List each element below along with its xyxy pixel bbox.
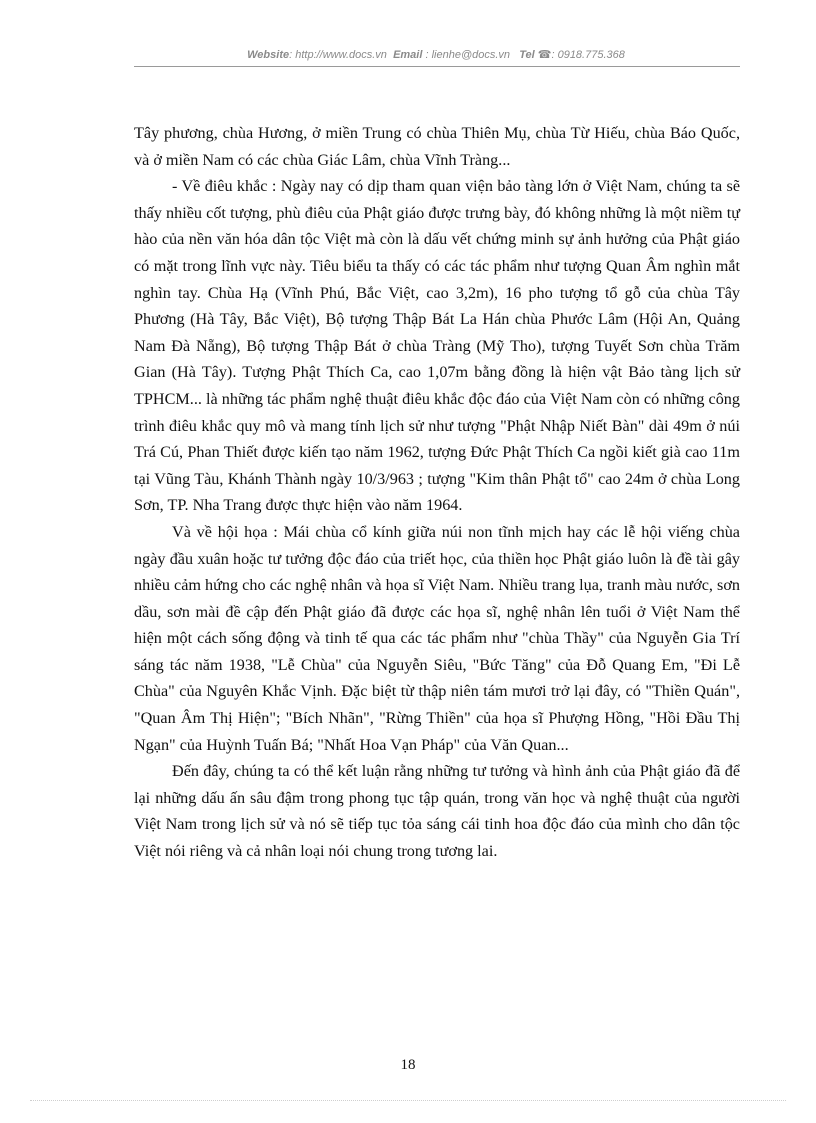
paragraph-continuation: Tây phương, chùa Hương, ở miền Trung có chùa Thiên Mụ, chùa Từ Hiếu, chùa Báo Quốc, và ở miền Nam có các chùa Giác Lâm, chùa Vĩnh Tràng... <box>134 124 740 169</box>
page-header <box>132 48 740 61</box>
tel-label: Tel <box>519 49 535 61</box>
body-text <box>134 120 740 865</box>
footer-divider <box>30 1100 786 1101</box>
phone-icon: ☎ <box>537 49 552 61</box>
email-label: Email <box>393 49 423 61</box>
page-number: 18 <box>400 1057 416 1073</box>
paragraph-painting: Và về hội họa : Mái chùa cổ kính giữa núi non tĩnh mịch hay các lễ hội viếng chùa ngày đầu xuân hoặc tư tưởng độc đáo của triết học, của thiền học Phật giáo luôn là đề tài gây nhiều cảm hứng cho các nghệ nhân và họa sĩ Việt Nam. Nhiều trang lụa, tranh màu nước, sơn dầu, sơn mài đề cập đến Phật giáo đã được các họa sĩ, nghệ nhân lên tuổi ở Việt Nam thể hiện một cách sống động và tinh tế qua các tác phẩm như "chùa Thầy" của Nguyễn Gia Trí sáng tác năm 1938, "Lễ Chùa" của Nguyễn Siêu, "Bức Tăng" của Đỗ Quang Em, "Đi Lễ Chùa" của Nguyên Khắc Vịnh. Đặc biệt từ thập niên tám mươi trở lại đây, có "Thiền Quán", "Quan Âm Thị Hiện"; "Bích Nhãn", "Rừng Thiền" của họa sĩ Phượng Hồng, "Hồi Đầu Thị Ngạn" của Huỳnh Tuấn Bá; "Nhất Hoa Vạn Pháp" của Văn Quan... <box>134 522 740 754</box>
tel-value: : 0918.775.368 <box>551 49 625 61</box>
email-value: : lienhe@docs.vn <box>425 49 511 61</box>
header-divider <box>134 66 740 67</box>
paragraph-sculpture: - Về điêu khắc : Ngày nay có dịp tham quan viện bảo tàng lớn ở Việt Nam, chúng ta sẽ thấy nhiều cốt tượng, phù điêu của Phật giáo được trưng bày, đó không những là một niềm tự hào của nền văn hóa dân tộc Việt mà còn là dấu vết chứng minh sự ảnh hưởng của Phật giáo có mặt trong lĩnh vực này. Tiêu biểu ta thấy có các tác phẩm như tượng Quan Âm nghìn mắt nghìn tay. Chùa Hạ (Vĩnh Phú, Bắc Việt, cao 3,2m), 16 pho tượng tổ gỗ của chùa Tây Phương (Hà Tây, Bắc Việt), Bộ tượng Thập Bát La Hán chùa Phước Lâm (Hội An, Quảng Nam Đà Nẵng), Bộ tượng Thập Bát ở chùa Tràng (Mỹ Tho), tượng Tuyết Sơn chùa Trăm Gian (Hà Tây). Tượng Phật Thích Ca, cao 1,07m bằng đồng là hiện vật Bảo tàng lịch sử TPHCM... là những tác phẩm nghệ thuật điêu khắc độc đáo của Việt Nam còn có những công trình điêu khắc quy mô và mang tính lịch sử như tượng "Phật Nhập Niết Bàn" dài 49m ở núi Trá Cú, Phan Thiết được kiến tạo năm 1962, tượng Đức Phật Thích Ca ngồi kiết già cao 11m tại Vũng Tàu, Khánh Thành ngày 10/3/963 ; tượng "Kim thân Phật tổ" cao 24m ở chùa Long Sơn, TP. Nha Trang được thực hiện vào năm 1964. <box>134 177 740 515</box>
website-label: Website <box>247 49 290 61</box>
website-value: : http://www.docs.vn <box>289 49 387 61</box>
paragraph-conclusion: Đến đây, chúng ta có thể kết luận rằng những tư tưởng và hình ảnh của Phật giáo đã để lại những dấu ấn sâu đậm trong phong tục tập quán, trong văn học và nghệ thuật của người Việt Nam trong lịch sử và nó sẽ tiếp tục tỏa sáng cái tinh hoa độc đáo của mình cho dân tộc Việt nói riêng và cả nhân loại nói chung trong tương lai. <box>134 762 740 861</box>
